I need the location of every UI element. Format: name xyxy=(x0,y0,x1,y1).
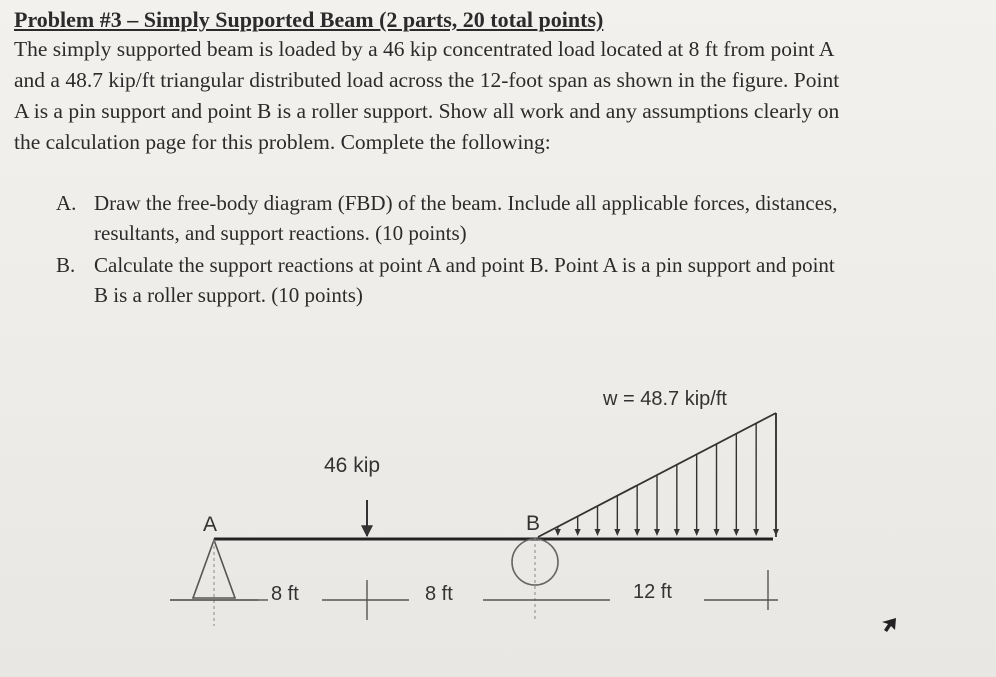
dimension-label-load-b: 8 ft xyxy=(425,583,453,605)
task-line: B is a roller support. (10 points) xyxy=(94,283,363,307)
task-line: Draw the free-body diagram (FBD) of the beam. Include all applicable forces, distances, xyxy=(94,191,838,215)
task-marker: A. xyxy=(56,191,77,215)
load-arrow-head xyxy=(773,529,779,536)
load-arrow-head xyxy=(753,529,759,536)
dimension-label-a-load: 8 ft xyxy=(271,583,299,605)
roller-support-b xyxy=(512,538,558,620)
distributed-load-label: w = 48.7 kip/ft xyxy=(603,388,727,410)
load-arrow-head xyxy=(555,529,561,536)
load-arrow-head xyxy=(595,529,601,536)
load-arrow-head xyxy=(714,529,720,536)
intro-line: the calculation page for this problem. Complete the following: xyxy=(14,130,551,154)
load-arrow-head xyxy=(694,529,700,536)
task-line: resultants, and support reactions. (10 points) xyxy=(94,221,467,245)
load-arrow-head xyxy=(654,529,660,536)
intro-line: The simply supported beam is loaded by a 46 kip concentrated load located at 8 ft from point A xyxy=(14,37,835,61)
intro-line: A is a pin support and point B is a roller support. Show all work and any assumptions clearly on xyxy=(14,99,840,123)
load-arrow-head xyxy=(614,529,620,536)
mouse-cursor-icon xyxy=(882,618,896,632)
task-marker: B. xyxy=(56,253,76,277)
point-b-label: B xyxy=(526,512,541,535)
load-arrow-head xyxy=(674,529,680,536)
point-a-label: A xyxy=(203,513,218,536)
pin-support-a xyxy=(170,540,258,626)
triangular-load xyxy=(538,413,779,537)
task-line: Calculate the support reactions at point A and point B. Point A is a pin support and point xyxy=(94,253,835,277)
problem-title: Problem #3 – Simply Supported Beam (2 parts, 20 total points) xyxy=(14,7,604,32)
load-arrow-head xyxy=(575,529,581,536)
dimension-label-overhang: 12 ft xyxy=(633,581,672,603)
load-arrow-head xyxy=(634,529,640,536)
intro-line: and a 48.7 kip/ft triangular distributed load across the 12-foot span as shown in the figure. Point xyxy=(14,68,840,92)
load-arrow-head xyxy=(733,529,739,536)
point-load-label: 46 kip xyxy=(324,454,381,477)
